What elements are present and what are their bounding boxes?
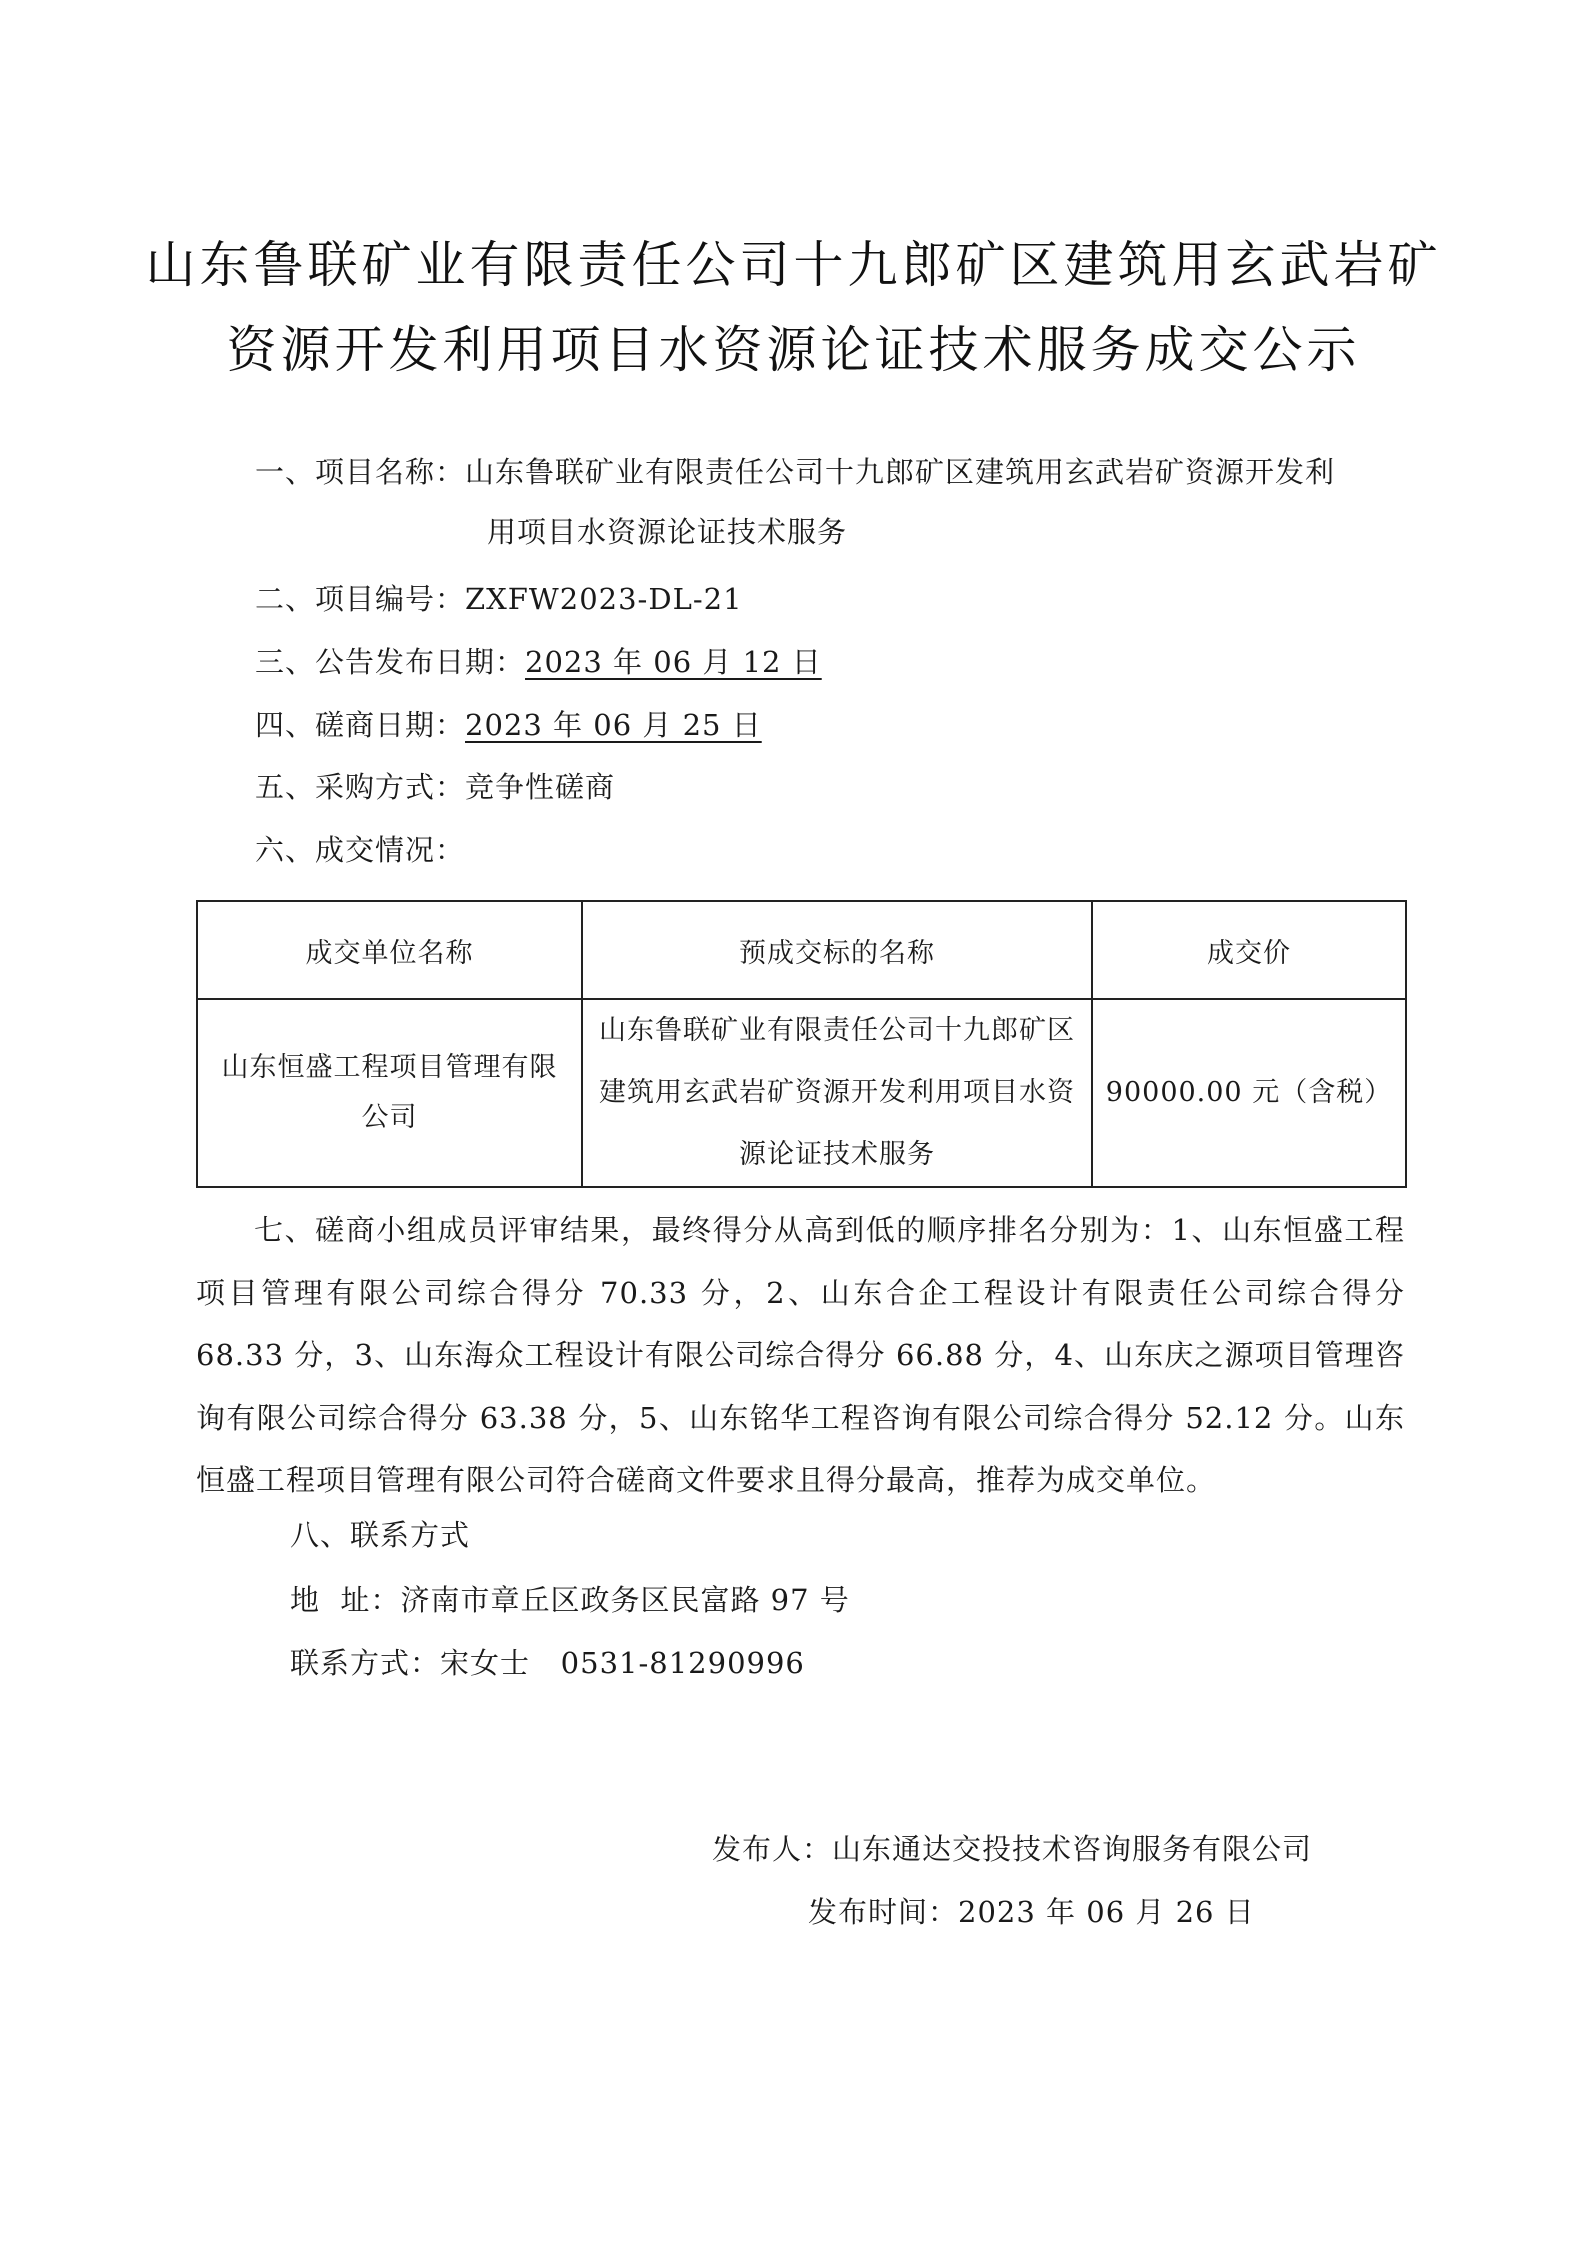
address-value: 济南市章丘区政务区民富路 97 号 xyxy=(400,1583,850,1617)
table-row xyxy=(197,999,1406,1187)
document-title-line-2: 资源开发利用项目水资源论证技术服务成交公示 xyxy=(226,321,1361,379)
project-no-row xyxy=(255,582,743,617)
header-price: 成交价 xyxy=(1092,901,1406,999)
publish-date-value: 2023 年 06 月 12 日 xyxy=(525,645,822,679)
project-no-label: 二、项目编号： xyxy=(255,582,466,616)
cell-price: 90000.00 元（含税） xyxy=(1092,999,1406,1187)
project-no-value: ZXFW2023-DL-21 xyxy=(465,582,743,616)
publisher-label: 发布人： xyxy=(712,1832,833,1866)
negotiation-date-value: 2023 年 06 月 25 日 xyxy=(465,708,762,742)
publish-date-row xyxy=(255,645,822,680)
phone-label: 联系方式： xyxy=(290,1646,441,1680)
publish-time-label: 发布时间： xyxy=(808,1895,959,1929)
project-name-label: 一、项目名称： xyxy=(255,455,466,489)
phone-row xyxy=(290,1646,805,1681)
address-label: 地 址： xyxy=(290,1583,401,1617)
procurement-method-row xyxy=(255,770,615,805)
address-row xyxy=(290,1583,850,1618)
project-name-value: 山东鲁联矿业有限责任公司十九郎矿区建筑用玄武岩矿资源开发利 xyxy=(465,455,1336,489)
header-subject: 预成交标的名称 xyxy=(582,901,1092,999)
publisher-row xyxy=(712,1832,1312,1867)
negotiation-date-label: 四、磋商日期： xyxy=(255,708,466,742)
project-name-row xyxy=(255,455,1335,490)
table-header-row xyxy=(197,901,1406,999)
cell-subject: 山东鲁联矿业有限责任公司十九郎矿区建筑用玄武岩矿资源开发利用项目水资源论证技术服务 xyxy=(582,999,1092,1187)
publish-date-label: 三、公告发布日期： xyxy=(255,645,526,679)
negotiation-date-row xyxy=(255,708,762,743)
phone-value: 宋女士 0531-81290996 xyxy=(440,1646,805,1680)
publish-time-row xyxy=(808,1895,1255,1930)
result-table xyxy=(196,900,1407,1188)
document-title-line-1: 山东鲁联矿业有限责任公司十九郎矿区建筑用玄武岩矿 xyxy=(145,236,1442,294)
procurement-method-label: 五、采购方式： xyxy=(255,770,466,804)
contact-heading: 八、联系方式 xyxy=(290,1518,471,1552)
review-paragraph: 七、磋商小组成员评审结果，最终得分从高到低的顺序排名分别为：1、山东恒盛工程项目管理有限公司综合得分 70.33 分，2、山东合企工程设计有限责任公司综合得分 68.33 分，3、山东海众工程设计有限公司综合得分 66.88 分，4、山东庆之源项目管理咨询有限公司综合得分 63.38 分，5、山东铭华工程咨询有限公司综合得分 52.12 分。山东恒盛工程项目管理有限公司符合磋商文件要求且得分最高，推荐为成交单位。 xyxy=(196,1213,1405,1497)
procurement-method-value: 竞争性磋商 xyxy=(465,770,616,804)
result-heading: 六、成交情况： xyxy=(255,833,466,867)
cell-company: 山东恒盛工程项目管理有限公司 xyxy=(197,999,582,1187)
header-company: 成交单位名称 xyxy=(197,901,582,999)
publish-time-value: 2023 年 06 月 26 日 xyxy=(958,1895,1255,1929)
publisher-value: 山东通达交投技术咨询服务有限公司 xyxy=(832,1832,1313,1866)
project-name-value-continued: 用项目水资源论证技术服务 xyxy=(487,515,848,549)
